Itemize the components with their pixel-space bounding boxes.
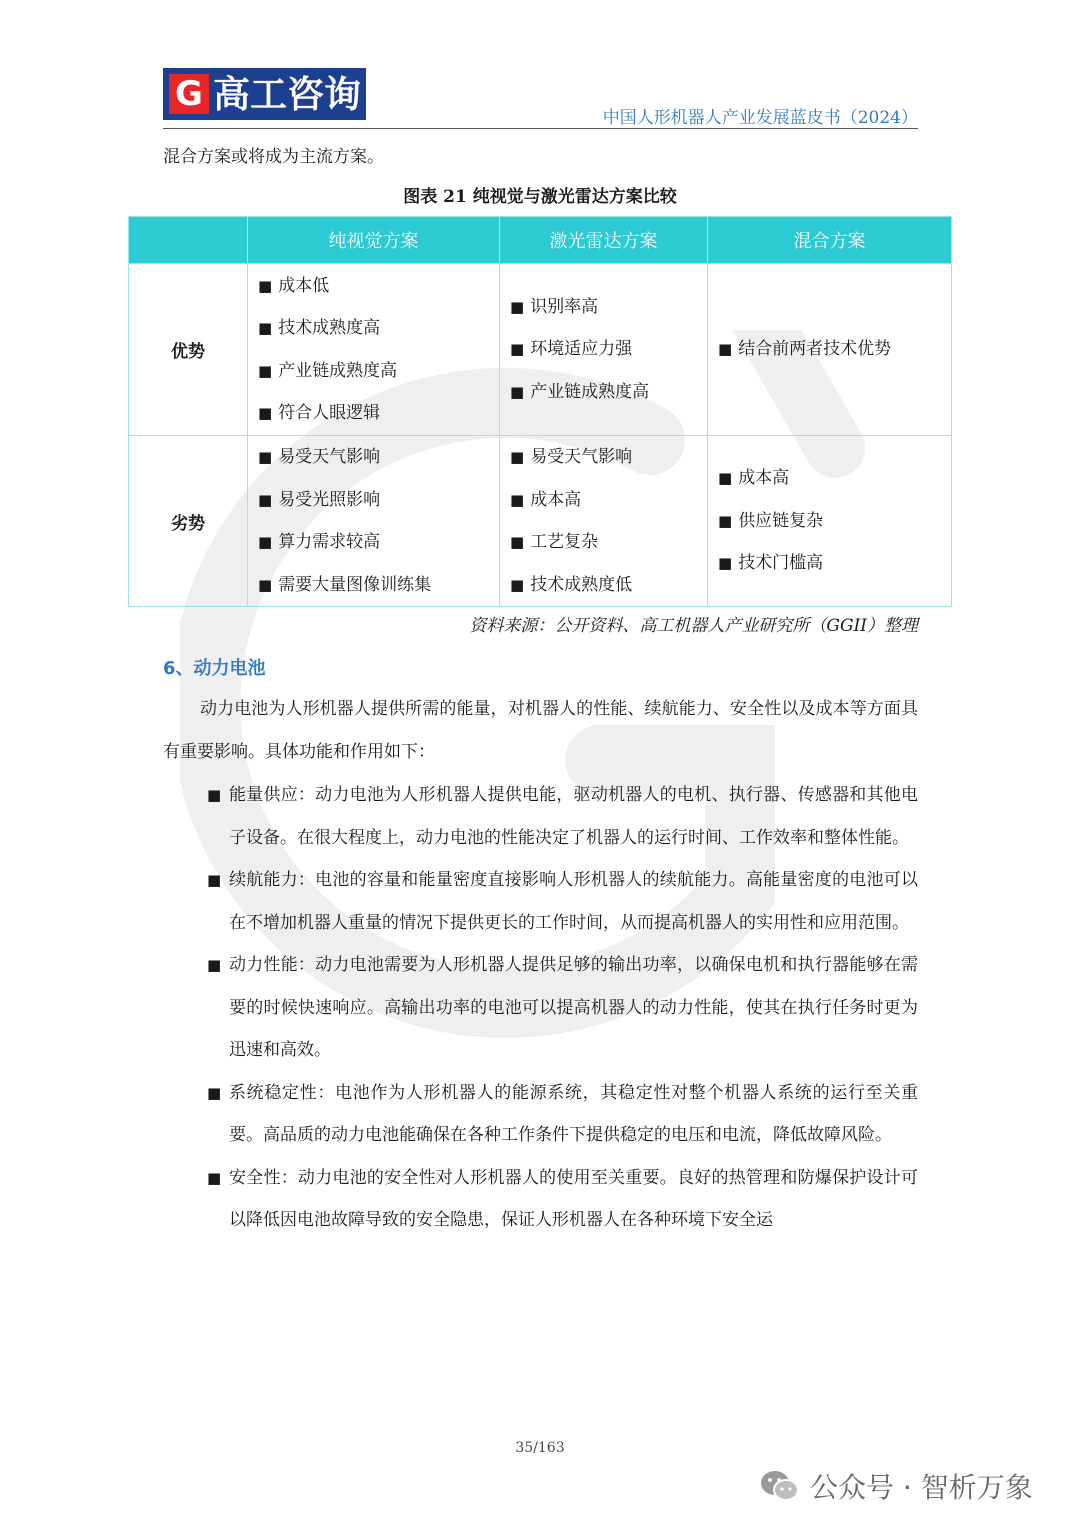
table-cell	[500, 264, 708, 436]
wechat-icon	[760, 1469, 800, 1503]
bullet-square-icon: ■	[510, 382, 525, 401]
page-number: 35/163	[515, 1440, 565, 1456]
section-paragraph: 动力电池为人形机器人提供所需的能量，对机器人的性能、续航能力、安全性以及成本等方面具有重要影响。具体功能和作用如下：	[163, 699, 918, 762]
bullet-square-icon: ■	[718, 340, 733, 359]
bullet-square-icon: ■	[718, 511, 733, 530]
list-item: ■ 算力需求较高	[258, 532, 381, 552]
list-item: ■ 产业链成熟度高	[510, 381, 650, 402]
list-item: ■ 易受天气影响	[510, 447, 633, 467]
table-header-cell: 激光雷达方案	[500, 217, 708, 264]
company-logo	[163, 68, 366, 120]
list-item: ■ 系统稳定性：电池作为人形机器人的能源系统，其稳定性对整个机器人系统的运行至关重要。高品质的动力电池能确保在各种工作条件下提供稳定的电压和电流，降低故障风险。	[207, 1072, 918, 1157]
bullet-square-icon: ■	[207, 1168, 222, 1187]
list-item: ■ 符合人眼逻辑	[258, 403, 381, 423]
bullet-square-icon: ■	[258, 276, 273, 295]
wechat-account-badge	[760, 1466, 1033, 1506]
list-item: ■ 技术门槛高	[718, 553, 824, 574]
header-divider	[163, 128, 918, 129]
bullet-square-icon: ■	[510, 340, 525, 359]
bullet-square-icon: ■	[207, 786, 222, 804]
figure-source: 资料来源：公开资料、高工机器人产业研究所（GGII）整理	[469, 616, 918, 636]
section-title: 6、动力电池	[163, 658, 266, 679]
list-item: ■ 供应链复杂	[718, 510, 824, 531]
list-item: ■ 易受天气影响	[258, 447, 381, 467]
bullet-square-icon: ■	[258, 319, 273, 337]
comparison-table	[128, 216, 952, 607]
list-item: ■ 环境适应力强	[510, 339, 633, 360]
list-item: ■ 技术成熟度低	[510, 574, 633, 595]
list-item: ■ 成本高	[510, 489, 582, 510]
bullet-square-icon: ■	[718, 469, 733, 488]
list-item: ■ 技术成熟度高	[258, 318, 381, 338]
table-header-cell	[129, 217, 248, 264]
list-item: ■ 产业链成熟度高	[258, 360, 398, 381]
bullet-square-icon: ■	[510, 533, 525, 551]
table-cell	[708, 264, 952, 436]
table-header-cell: 纯视觉方案	[248, 217, 500, 264]
list-item: ■ 动力性能：动力电池需要为人形机器人提供足够的输出功率，以确保电机和执行器能够在需要的时候快速响应。高输出功率的电池可以提高机器人的动力性能，使其在执行任务时更为迅速和高效。	[207, 944, 918, 1072]
bullet-square-icon: ■	[258, 575, 273, 594]
list-item: ■ 识别率高	[510, 296, 599, 317]
list-item: ■ 结合前两者技术优势	[718, 339, 892, 360]
table-cell	[248, 436, 500, 607]
bullet-square-icon: ■	[718, 554, 733, 573]
bullet-square-icon: ■	[207, 1083, 222, 1102]
table-row	[129, 264, 952, 436]
list-item: ■ 易受光照影响	[258, 489, 381, 510]
figure-caption: 图表 21 纯视觉与激光雷达方案比较	[403, 187, 677, 207]
bullet-square-icon: ■	[258, 533, 273, 551]
battery-function-list	[207, 774, 918, 1242]
list-item: ■ 需要大量图像训练集	[258, 574, 432, 595]
bullet-square-icon: ■	[510, 575, 525, 594]
table-row	[129, 436, 952, 607]
intro-line: 混合方案或将成为主流方案。	[163, 147, 384, 167]
table-header-row	[129, 217, 952, 264]
table-cell	[500, 436, 708, 607]
report-title: 中国人形机器人产业发展蓝皮书（2024）	[602, 108, 918, 128]
list-item: ■ 安全性：动力电池的安全性对人形机器人的使用至关重要。良好的热管理和防爆保护设计可以降低因电池故障导致的安全隐患，保证人形机器人在各种环境下安全运	[207, 1157, 918, 1242]
bullet-square-icon: ■	[258, 361, 273, 380]
bullet-square-icon: ■	[207, 871, 222, 889]
bullet-square-icon: ■	[510, 448, 525, 466]
table-header-cell: 混合方案	[708, 217, 952, 264]
row-label: 劣势	[129, 436, 248, 607]
bullet-square-icon: ■	[258, 448, 273, 466]
list-item: ■ 续航能力：电池的容量和能量密度直接影响人形机器人的续航能力。高能量密度的电池可以在不增加机器人重量的情况下提供更长的工作时间，从而提高机器人的实用性和应用范围。	[207, 859, 918, 944]
table-cell	[248, 264, 500, 436]
bullet-square-icon: ■	[258, 490, 273, 509]
list-item: ■ 能量供应：动力电池为人形机器人提供电能，驱动机器人的电机、执行器、传感器和其他电子设备。在很大程度上，动力电池的性能决定了机器人的运行时间、工作效率和整体性能。	[207, 774, 918, 859]
logo-text: 高工咨询	[213, 72, 361, 116]
list-item: ■ 成本低	[258, 275, 330, 296]
logo-letter: G	[169, 74, 209, 114]
bullet-square-icon: ■	[510, 297, 525, 316]
wechat-label: 公众号 · 智析万象	[810, 1471, 1033, 1504]
row-label: 优势	[129, 264, 248, 436]
table-cell	[708, 436, 952, 607]
list-item: ■ 工艺复杂	[510, 532, 599, 552]
list-item: ■ 成本高	[718, 468, 790, 489]
bullet-square-icon: ■	[207, 956, 222, 974]
bullet-square-icon: ■	[258, 404, 273, 422]
bullet-square-icon: ■	[510, 490, 525, 509]
